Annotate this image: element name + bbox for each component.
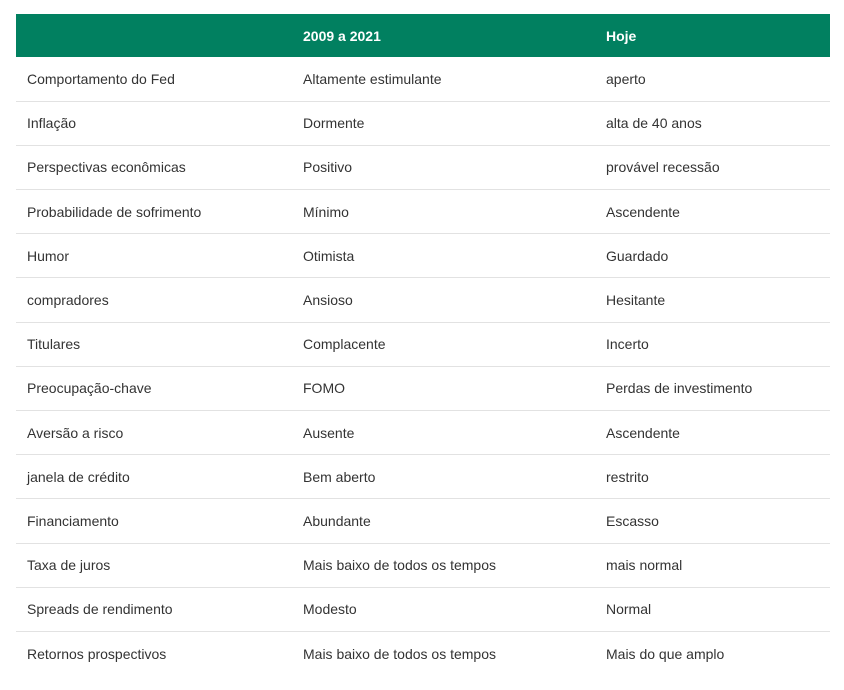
table-row — [16, 543, 830, 587]
table-row — [16, 366, 830, 410]
cell-hoje: Normal — [606, 601, 652, 618]
table-row — [16, 322, 830, 366]
cell-hoje: Hesitante — [606, 292, 666, 309]
cell-2009-2021: Bem aberto — [303, 468, 376, 485]
table-row — [16, 587, 830, 631]
table-row — [16, 101, 830, 145]
table-row — [16, 57, 830, 101]
cell-hoje: Incerto — [606, 336, 649, 353]
row-label: Humor — [27, 247, 70, 264]
table-row — [16, 455, 830, 499]
table-row — [16, 145, 830, 189]
cell-2009-2021: Otimista — [303, 247, 355, 264]
cell-hoje: mais normal — [606, 557, 683, 574]
table-row — [16, 190, 830, 234]
row-label: compradores — [27, 292, 109, 309]
row-label: Taxa de juros — [27, 557, 111, 574]
table-header — [16, 14, 830, 57]
cell-2009-2021: Ausente — [303, 424, 355, 441]
cell-hoje: aperto — [606, 70, 646, 87]
cell-2009-2021: FOMO — [303, 380, 345, 397]
table-row — [16, 631, 830, 675]
header-row — [16, 14, 830, 57]
row-label: Retornos prospectivos — [27, 645, 167, 662]
cell-2009-2021: Mínimo — [303, 203, 349, 220]
header-cell-hoje: Hoje — [606, 27, 637, 44]
table-row — [16, 499, 830, 543]
header-cell-2009-2021: 2009 a 2021 — [303, 27, 381, 44]
row-label: Financiamento — [27, 512, 119, 529]
row-label: janela de crédito — [27, 468, 130, 485]
table-row — [16, 234, 830, 278]
row-label: Perspectivas econômicas — [27, 159, 186, 176]
row-label: Comportamento do Fed — [27, 70, 175, 87]
cell-2009-2021: Ansioso — [303, 292, 353, 309]
table-row — [16, 411, 830, 455]
cell-2009-2021: Dormente — [303, 115, 365, 132]
cell-hoje: restrito — [606, 468, 649, 485]
cell-2009-2021: Mais baixo de todos os tempos — [303, 645, 496, 662]
cell-hoje: Ascendente — [606, 203, 680, 220]
row-label: Aversão a risco — [27, 424, 124, 441]
cell-2009-2021: Abundante — [303, 512, 371, 529]
row-label: Preocupação-chave — [27, 380, 152, 397]
row-label: Titulares — [27, 336, 81, 353]
comparison-table — [16, 14, 830, 676]
cell-2009-2021: Mais baixo de todos os tempos — [303, 557, 496, 574]
row-label: Spreads de rendimento — [27, 601, 173, 618]
cell-hoje: Ascendente — [606, 424, 680, 441]
comparison-table-container — [16, 14, 830, 676]
table-row — [16, 278, 830, 322]
row-label: Probabilidade de sofrimento — [27, 203, 202, 220]
cell-hoje: Mais do que amplo — [606, 645, 725, 662]
cell-hoje: provável recessão — [606, 159, 720, 176]
cell-2009-2021: Positivo — [303, 159, 353, 176]
cell-hoje: alta de 40 anos — [606, 115, 702, 132]
cell-2009-2021: Altamente estimulante — [303, 70, 442, 87]
cell-hoje: Perdas de investimento — [606, 380, 753, 397]
row-label: Inflação — [27, 115, 77, 132]
cell-2009-2021: Complacente — [303, 336, 386, 353]
cell-2009-2021: Modesto — [303, 601, 357, 618]
table-body — [16, 57, 830, 676]
cell-hoje: Escasso — [606, 512, 659, 529]
header-cell-label — [16, 14, 292, 57]
cell-hoje: Guardado — [606, 247, 669, 264]
